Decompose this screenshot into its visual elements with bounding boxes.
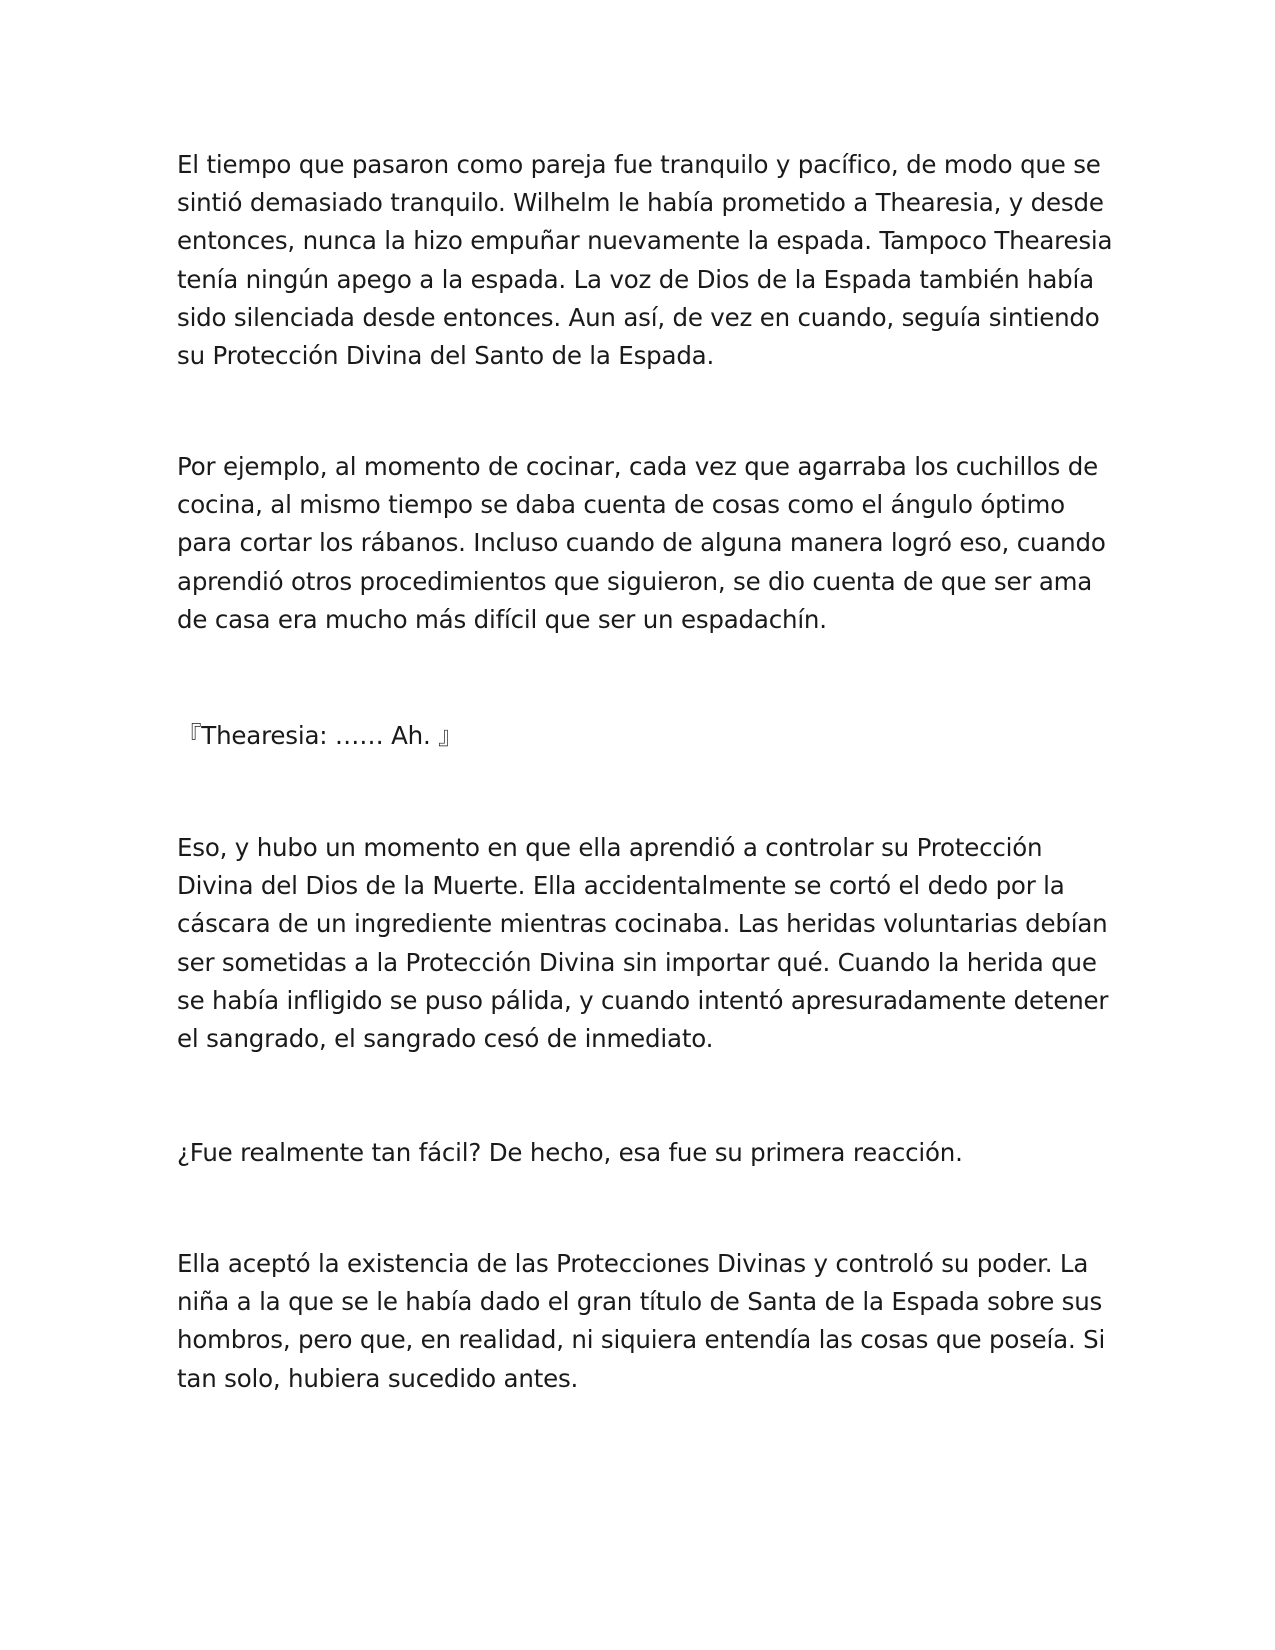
paragraph-line: Ella aceptó la existencia de las Protecciones Divinas y controló su poder. La (177, 1249, 1089, 1278)
paragraph-line: para cortar los rábanos. Incluso cuando de alguna manera logró eso, cuando (177, 528, 1106, 558)
paragraph-line: niña a la que se le había dado el gran título de Santa de la Espada sobre sus (177, 1287, 1103, 1317)
dialogue-line (177, 717, 1097, 755)
paragraph (177, 146, 1113, 375)
paragraph-line: tenía ningún apego a la espada. La voz de Dios de la Espada también había (177, 264, 1094, 294)
paragraph-line: Divina del Dios de la Muerte. Ella accidentalmente se cortó el dedo por la (177, 871, 1065, 901)
paragraph (177, 829, 1109, 1058)
paragraph (177, 1245, 1106, 1398)
paragraph-line: se había infligido se puso pálida, y cuando intentó apresuradamente detener (177, 985, 1109, 1015)
paragraph-line: hombros, pero que, en realidad, ni siquiera entendía las cosas que poseía. Si (177, 1325, 1106, 1355)
paragraph-line: El tiempo que pasaron como pareja fue tranquilo y pacífico, de modo que se (177, 150, 1101, 179)
paragraph-line: aprendió otros procedimientos que siguieron, se dio cuenta de que ser ama (177, 566, 1093, 596)
paragraph-line: tan solo, hubiera sucedido antes. (177, 1363, 579, 1393)
paragraph-line: cáscara de un ingrediente mientras cocinaba. Las heridas voluntarias debían (177, 909, 1108, 939)
paragraph (177, 448, 1106, 639)
paragraph-line: de casa era mucho más difícil que ser un espadachín. (177, 604, 827, 634)
paragraph-line: sido silenciada desde entonces. Aun así, de vez en cuando, seguía sintiendo (177, 302, 1100, 332)
dialogue-text: 『Thearesia: …… Ah. 』 (177, 721, 463, 750)
paragraph-line: su Protección Divina del Santo de la Espada. (177, 341, 715, 371)
paragraph-line: ¿Fue realmente tan fácil? De hecho, esa fue su primera reacción. (177, 1138, 963, 1167)
paragraph-line: ser sometidas a la Protección Divina sin importar qué. Cuando la herida que (177, 947, 1097, 977)
paragraph-line: Eso, y hubo un momento en que ella aprendió a controlar su Protección (177, 833, 1043, 862)
paragraph-line: entonces, nunca la hizo empuñar nuevamente la espada. Tampoco Thearesia (177, 226, 1113, 256)
paragraph-line: el sangrado, el sangrado cesó de inmediato. (177, 1024, 714, 1054)
paragraph-line: cocina, al mismo tiempo se daba cuenta de cosas como el ángulo óptimo (177, 490, 1065, 520)
paragraph-line: sintió demasiado tranquilo. Wilhelm le había prometido a Thearesia, y desde (177, 188, 1104, 218)
paragraph (177, 1134, 1097, 1172)
paragraph-line: Por ejemplo, al momento de cocinar, cada vez que agarraba los cuchillos de (177, 452, 1098, 481)
